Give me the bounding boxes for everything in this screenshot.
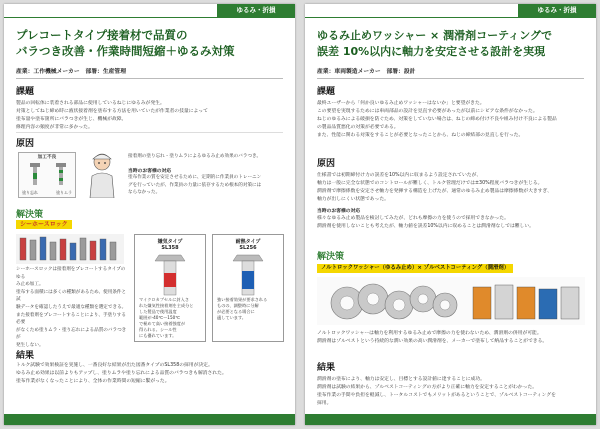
result-heading: 結果 — [16, 351, 35, 361]
footer-bar — [4, 414, 295, 425]
header-rule — [4, 17, 295, 18]
card-desc — [139, 297, 205, 339]
defect-figure — [18, 152, 76, 198]
page-title — [317, 28, 587, 59]
card-desc-line: ものの、調整時に分解 — [217, 303, 259, 308]
bolt-icon — [213, 253, 283, 297]
cause-sub-line: 様々なゆるみ止め製品を検討してみたが、どれも摩擦の力を使うので採用できなかった。 — [317, 216, 509, 221]
cause-line: 潤滑剤で摩擦係数を安定させ軸力を発揮する構造を上げたが、通常のゆるみ止め製品は摩擦係数が大きすぎ、 — [317, 189, 552, 194]
issue-line: 塗布量や塗布箇所にバラつきが生じ、機械が故障。 — [16, 117, 127, 122]
solution-line: また接着剤をプレコートすることにより、手塗りする必要 — [16, 312, 126, 326]
issue-heading: 課題 — [317, 87, 336, 97]
solution-line: ノルトロックワッシャーは軸力を利用するゆるみ止めで摩擦の力を使わないため、潤滑剤の併用が可能。 — [317, 331, 542, 336]
document-page-1 — [4, 4, 295, 425]
cause-line: 接着剤の塗り忘れ・塗りムラによるゆるみ止め効果のバラつき。 — [128, 154, 262, 159]
industry-meta: 産業：工作機械メーカー 部署：生産管理 — [16, 69, 127, 75]
result-line: 採用。 — [317, 401, 332, 406]
cause-sub-heading: 当時のお客様の対応 — [128, 169, 172, 174]
card-code: SL256 — [239, 245, 257, 251]
divider — [16, 132, 283, 133]
card-desc-line: 強い接着効果が要求される — [217, 297, 268, 302]
bolts-illustration — [20, 161, 76, 191]
issue-line: 修理内容の頻度が非常に多かった。 — [16, 125, 93, 130]
figure-caption-2: 塗りムラ — [56, 190, 72, 195]
card-desc-line: 得られる。シール性 — [139, 327, 177, 332]
cause-heading: 原因 — [16, 139, 35, 149]
solution-text — [317, 330, 585, 346]
card-title: 耐熱タイプ — [235, 239, 261, 245]
figure-label: 加工不良 — [37, 155, 57, 160]
category-tab: ゆるみ・折損 — [518, 4, 596, 17]
card-desc-line: マイクロカプセルに封入さ — [139, 297, 190, 302]
card-desc-line: 適しています。 — [217, 315, 246, 320]
card-desc-line: にも優れています。 — [139, 333, 177, 338]
cause-sub-line: 塗布作業の質を安定させるために、定期的に作業員のトレーニン — [128, 175, 262, 180]
solution-heading: 解決策 — [16, 210, 44, 220]
result-line: 塗布作業がなくなったことにより、全体の作業時間の短縮に繋がった。 — [16, 379, 170, 384]
result-text — [317, 376, 585, 408]
cause-sub-text — [317, 215, 585, 231]
cause-sub-text — [128, 174, 288, 197]
solution-line: み止め加工。 — [16, 282, 44, 288]
issue-line: 製品の回転体に装着される部品に使用しているねじにゆるみが発生。 — [16, 101, 165, 106]
cause-line: 仕様書では初期締付け力の誤差を10%以内に収まるよう設定されていたが、 — [317, 173, 482, 178]
page-title — [16, 28, 286, 59]
solution-line: シーホースロックは接着剤をプレコートするタイプのゆる — [16, 267, 126, 280]
solution-line: 験データを確認したうえで最適な種類を選定できる。 — [16, 304, 127, 310]
issue-line: また、性能に関わる対策をすることが必要となったことから、ねじの締結部の見直しを行った。 — [317, 133, 524, 138]
card-desc-line: が必要となる場合に — [217, 309, 255, 314]
cause-line: 軸力は一般に完全な状態でのコントロールが難しく、トルク管理だけでは±30%程度バラつきが生じる。 — [317, 181, 543, 186]
solution-heading: 解決策 — [317, 252, 345, 262]
footer-bar — [305, 414, 596, 425]
cause-sub-line: 潤滑剤を使用しないことも考えたが、軸力値を誤差10%以内に収めることは潤滑剤なしでは難しい。 — [317, 224, 534, 229]
result-line: 潤滑剤は試験の結果から、ゾルベストコーティングの方がより正確に軸力を安定することがわかった。 — [317, 385, 537, 390]
issue-heading: 課題 — [16, 87, 35, 97]
cause-heading: 原因 — [317, 159, 336, 169]
bolt-icon — [135, 253, 205, 297]
result-heading: 結果 — [317, 363, 336, 373]
divider — [317, 78, 584, 79]
figure-caption-1: 塗り忘れ — [22, 190, 38, 195]
title-line-1: プレコートタイプ接着材で品質の — [16, 28, 188, 42]
issue-line: 対策としてねじ締め時に液状接着剤を塗布する方法を用いていたが作業者の技量によって — [16, 109, 208, 114]
cause-text — [317, 172, 585, 204]
solution-text — [16, 266, 128, 350]
card-title: 嫌気タイプ — [157, 239, 183, 245]
card-desc-line: で極めて高い接着強度が — [139, 321, 186, 326]
card-code: SL358 — [161, 245, 179, 251]
cause-text — [128, 153, 288, 161]
cause-sub-heading: 当時のお客様の対応 — [317, 209, 361, 214]
title-line-1: ゆるみ止めワッシャー × 潤滑剤コーティングで — [317, 29, 553, 42]
header-rule — [305, 17, 596, 18]
result-text — [16, 362, 284, 386]
title-line-2: 誤差 10%以内に軸力を安定させる設計を実現 — [317, 44, 546, 58]
issue-text — [317, 100, 585, 140]
solution-line: がなくため塗りムラ・塗り忘れによる品質のバラつきが — [16, 327, 127, 341]
cause-line: 軸力が出しにくい状態であった。 — [317, 197, 389, 202]
result-line: 塗布作業の手間や負担を軽減し、トータルコストでもメリットがあるということで、ゾルベストコーティングを — [317, 393, 556, 398]
solution-badge: ノルトロックワッシャー（ゆるみ止め）× ゾルベストコーティング（潤滑剤） — [317, 264, 513, 273]
solution-line: 塗布する面積には多くの種類があるため、使用条件と試 — [16, 289, 127, 303]
issue-line: の製品品質悪化の対策が必要である。 — [317, 125, 399, 130]
product-card-sl256 — [212, 234, 284, 342]
title-line-2: バラつき改善・作業時間短縮＋ゆるみ対策 — [16, 43, 235, 58]
issue-line: ねじのゆるみによる破損を防ぐため、対策をしていない場合は、ねじの締め付け不良や組み付け不良による製品 — [317, 117, 557, 122]
card-desc-line: れた嫌気性接着剤を主成分と — [139, 303, 194, 308]
result-line: トルク試験で効果検証を実施し、一番良好な結果が出た図番タイプのSL358の採用が決定。 — [16, 363, 213, 368]
product-card-sl358 — [134, 234, 206, 342]
category-tab: ゆるみ・折損 — [217, 4, 295, 17]
issue-text — [16, 100, 284, 132]
document-page-2 — [305, 4, 596, 425]
solution-line: 潤滑剤はゾルベストという持続的な潤い効果の高い潤滑剤を、メーカーで塗布して納品することができる。 — [317, 339, 548, 344]
issue-line: 最終ユーザーから「何か良いゆるみ止めワッシャーはないか」と要望がきた。 — [317, 101, 485, 106]
product-photo — [317, 277, 585, 325]
worker-illustration — [84, 150, 120, 198]
divider — [16, 78, 283, 79]
product-photo — [16, 234, 124, 264]
cause-sub-line: グを行っていたが、作業員の力量に依存するため根本的対策には — [128, 182, 262, 188]
industry-meta: 産業：車両製造メーカー 部署：設計 — [317, 69, 416, 75]
solution-line: 発生しない。 — [16, 342, 44, 348]
solution-badge: シーホースロック — [16, 220, 72, 229]
card-desc-line: した製品で使用温度 — [139, 309, 177, 314]
result-line: ゆるみ止め効果は以前よりもアップし、塗りムラや塗り忘れによる品質のバラつきも解消された。 — [16, 371, 227, 376]
card-desc — [217, 297, 283, 321]
card-desc-line: 範囲が-40℃～150℃ — [139, 315, 180, 320]
issue-line: この要望を実現するためには車両部品の設計を見直す必要があったが以前にシビアな条件がなかった。 — [317, 109, 538, 114]
cause-sub-line: ならなかった。 — [128, 190, 161, 196]
result-line: 潤滑剤の塗布により、軸力は安定し、目標とする設計値に達することに成功。 — [317, 377, 485, 382]
